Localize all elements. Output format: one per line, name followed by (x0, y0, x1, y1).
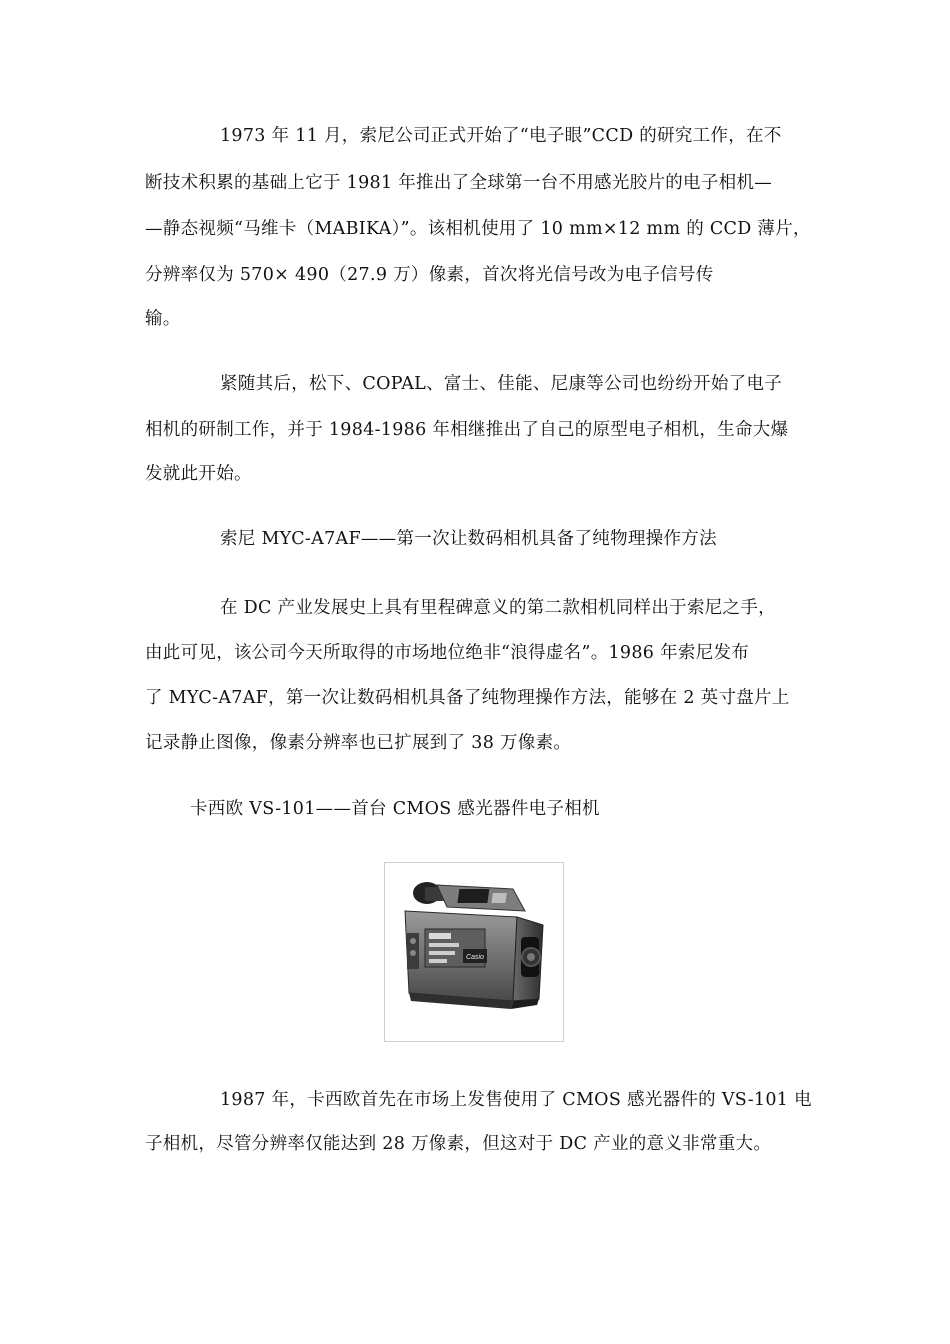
paragraph-1-line-1: 1973 年 11 月，索尼公司正式开始了“电子眼”CCD 的研究工作，在不 (220, 126, 782, 146)
camera-photo (384, 862, 564, 1042)
paragraph-4-line-1: 1987 年，卡西欧首先在市场上发售使用了 CMOS 感光器件的 VS-101 电 (220, 1090, 812, 1110)
paragraph-1-line-4: 分辨率仅为 570× 490（27.9 万）像素，首次将光信号改为电子信号传 (145, 265, 714, 285)
paragraph-3-line-4: 记录静止图像，像素分辨率也已扩展到了 38 万像素。 (145, 733, 572, 753)
section-heading-casio: 卡西欧 VS-101——首台 CMOS 感光器件电子相机 (190, 799, 600, 819)
brand-mark: Casio (466, 954, 484, 961)
camera-icon (385, 863, 563, 1041)
paragraph-1-line-3: —静态视频“马维卡（MABIKA）”。该相机使用了 10 mm×12 mm 的 CCD 薄片， (145, 219, 811, 239)
paragraph-1-line-2: 断技术积累的基础上它于 1981 年推出了全球第一台不用感光胶片的电子相机— (145, 173, 773, 193)
paragraph-2-line-1: 紧随其后，松下、COPAL、富士、佳能、尼康等公司也纷纷开始了电子 (220, 374, 783, 394)
section-heading-sony: 索尼 MYC-A7AF——第一次让数码相机具备了纯物理操作方法 (220, 529, 717, 549)
paragraph-4-line-2: 子相机，尽管分辨率仅能达到 28 万像素，但这对于 DC 产业的意义非常重大。 (145, 1134, 772, 1154)
paragraph-3-line-3: 了 MYC-A7AF，第一次让数码相机具备了纯物理操作方法，能够在 2 英寸盘片上 (145, 688, 790, 708)
paragraph-3-line-1: 在 DC 产业发展史上具有里程碑意义的第二款相机同样出于索尼之手， (220, 598, 776, 618)
paragraph-1-line-5: 输。 (145, 309, 181, 329)
paragraph-3-line-2: 由此可见，该公司今天所取得的市场地位绝非“浪得虚名”。1986 年索尼发布 (145, 643, 750, 663)
paragraph-2-line-3: 发就此开始。 (145, 464, 252, 484)
paragraph-2-line-2: 相机的研制工作，并于 1984-1986 年相继推出了自己的原型电子相机，生命大爆 (145, 420, 789, 440)
